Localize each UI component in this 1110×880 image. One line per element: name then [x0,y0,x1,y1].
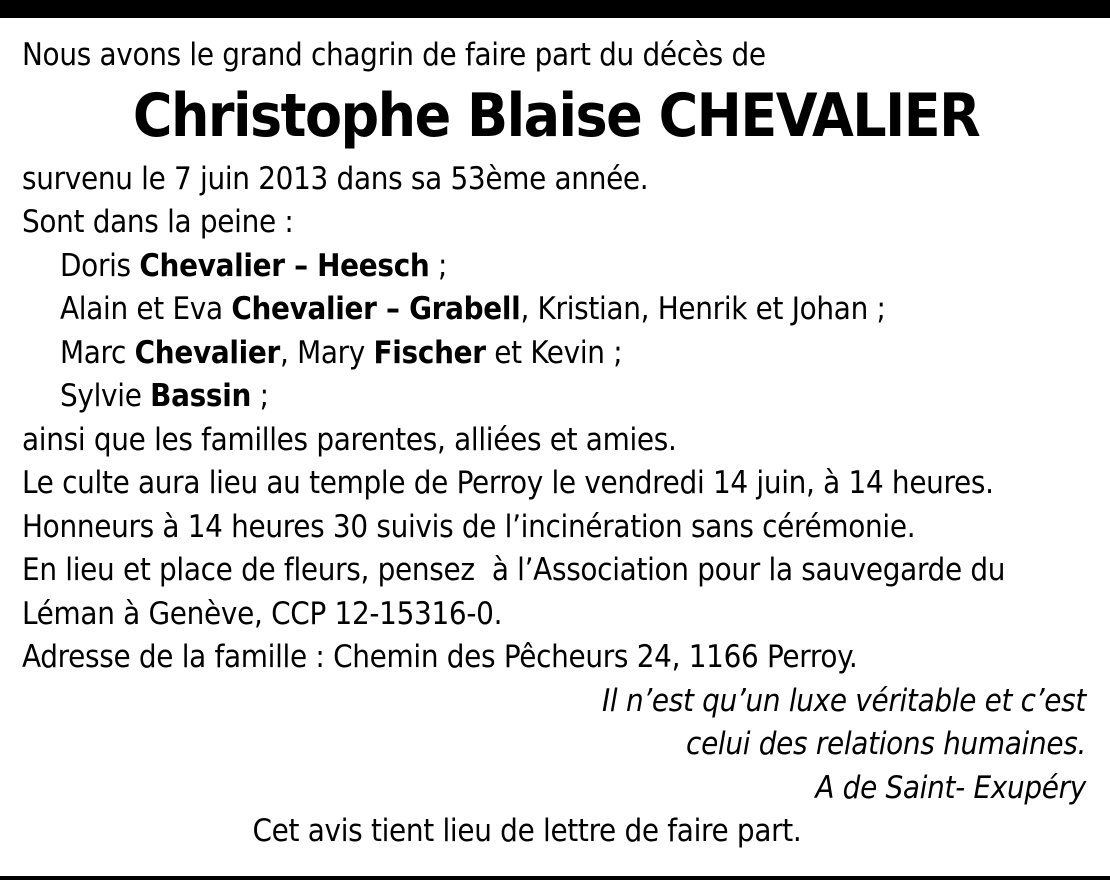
mourner-mid: , Mary [279,334,374,371]
deceased-name: Christophe Blaise CHEVALIER [132,80,980,151]
quote-line-2: celui des relations humaines. [686,726,1086,762]
mourner-rest: ; [251,378,269,414]
mourner-first: Marc [60,334,135,371]
mourner-rest: et Kevin ; [485,334,623,371]
mourner-surname: Chevalier [134,334,280,371]
quote-author: A de Saint- Exupéry [815,769,1086,806]
mourner-rest: ; [429,247,448,284]
honours-line: Honneurs à 14 heures 30 suivis de l’incinération sans cérémonie. [22,508,916,545]
mourner-line [22,288,1090,332]
obituary-notice [22,34,1090,854]
mourners-heading: Sont dans la peine : [22,204,294,240]
donation-line-1: En lieu et place de fleurs, pensez à l’Association pour la sauvegarde du [22,552,1006,588]
service-line: Le culte aura lieu au temple de Perroy le vendredi 14 juin, à 14 heures. [22,465,994,501]
mourner-surname: Bassin [150,378,252,414]
intro-line: Nous avons le grand chagrin de faire part du décès de [22,37,766,73]
bottom-border-rule [0,876,1110,880]
mourner-line [22,245,1090,289]
mourner-surname: Chevalier – Grabell [231,291,521,327]
address-line: Adresse de la famille : Chemin des Pêcheurs 24, 1166 Perroy. [22,639,858,675]
top-border-bar [0,0,1110,18]
mourner-line [22,332,1090,376]
quote-line-1: Il n’est qu’un luxe véritable et c’est [602,682,1086,719]
mourner-first: Doris [60,247,140,284]
donation-line-2: Léman à Genève, CCP 12-15316-0. [22,595,503,632]
date-line: survenu le 7 juin 2013 dans sa 53ème année. [22,160,649,197]
families-line: ainsi que les familles parentes, alliées et amies. [22,421,677,458]
mourner-first: Sylvie [60,378,151,414]
mourner-line [22,375,1090,419]
mourner-surname-2: Fischer [373,334,486,371]
mourner-rest: , Kristian, Henrik et Johan ; [520,291,886,327]
mourner-first: Alain et Eva [60,291,232,327]
footer-note: Cet avis tient lieu de lettre de faire part. [252,813,802,849]
mourner-surname: Chevalier – Heesch [139,247,430,284]
